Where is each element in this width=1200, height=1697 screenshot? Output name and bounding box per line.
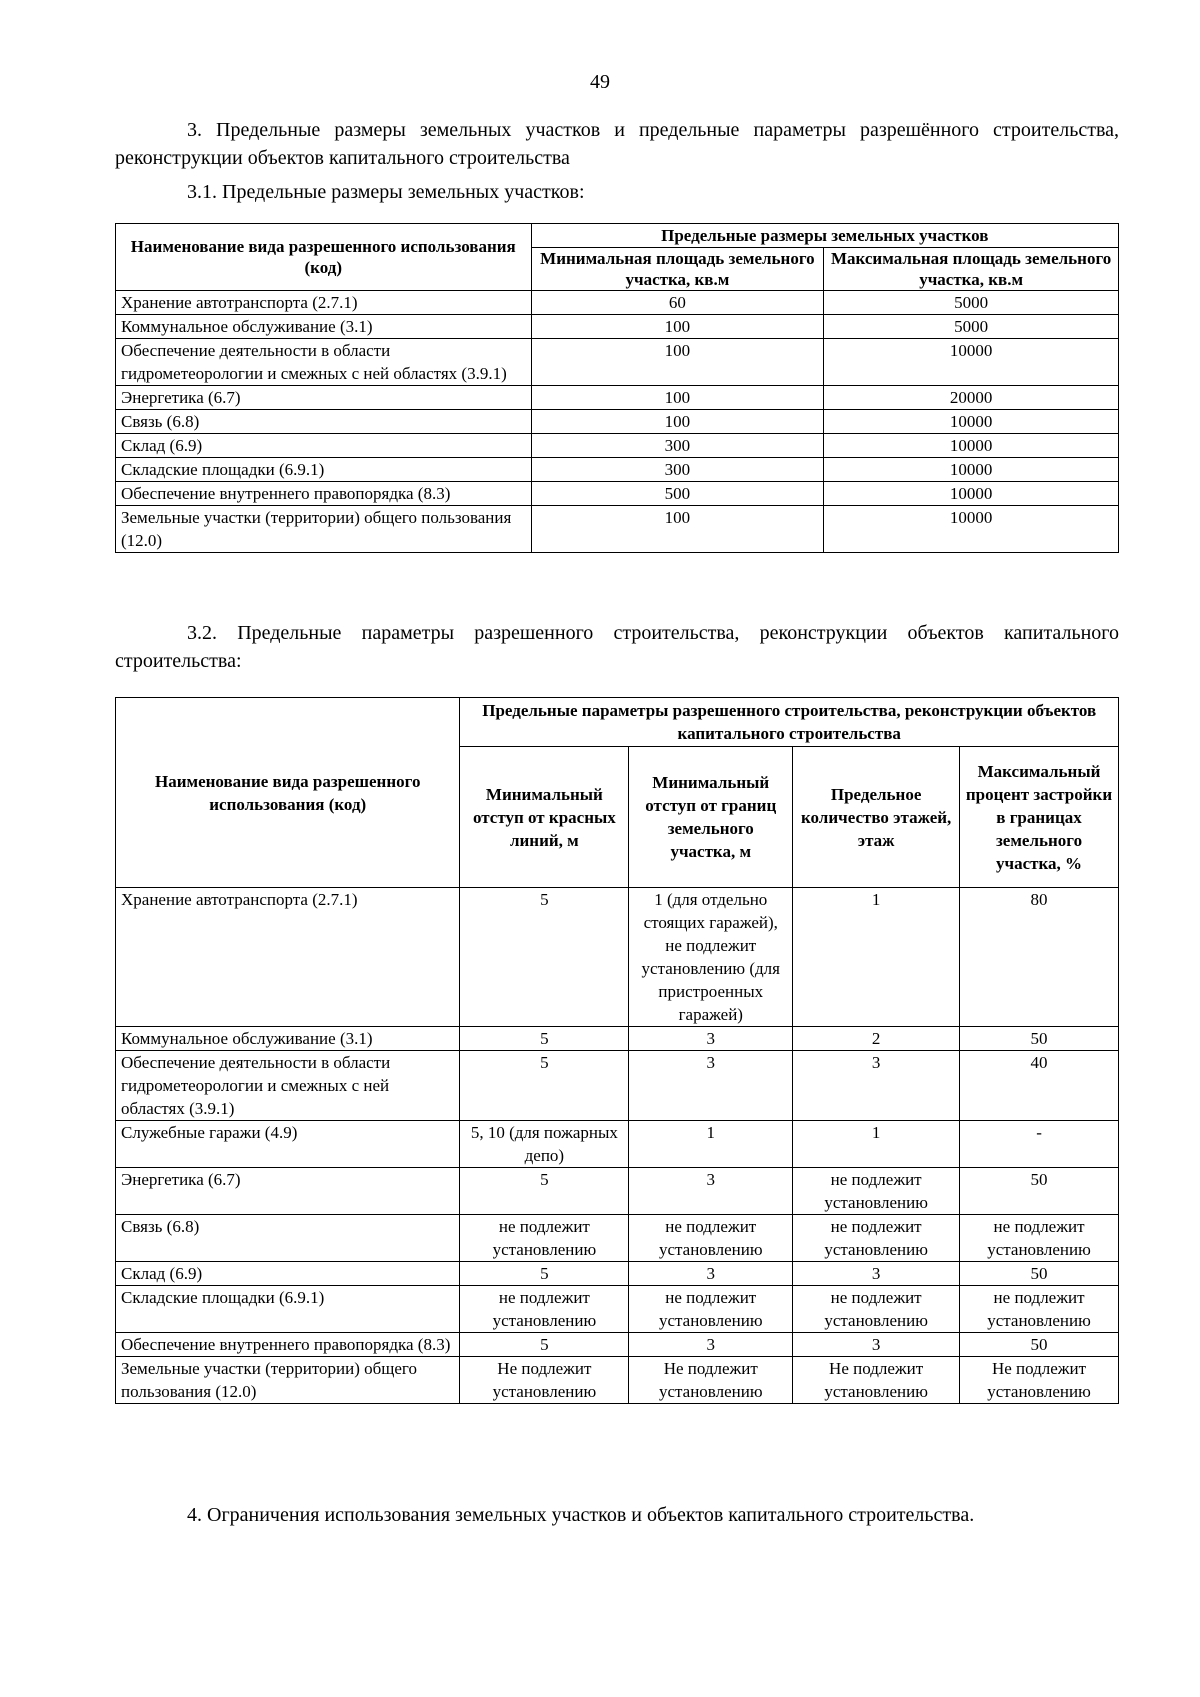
row-max-area-cell: 10000	[824, 339, 1119, 386]
table-row	[116, 1215, 1119, 1262]
row-build-percent-cell: -	[960, 1121, 1119, 1168]
row-min-area-cell: 100	[531, 386, 824, 410]
row-border-offset-cell: 1 (для отдельно стоящих гаражей), не подлежит установлению (для пристроенных гаражей)	[629, 888, 793, 1027]
table-row	[116, 506, 1119, 553]
table1-header-group: Предельные размеры земельных участков	[531, 224, 1118, 248]
row-name-cell: Земельные участки (территории) общего пользования (12.0)	[116, 1357, 460, 1404]
row-floors-cell: не подлежит установлению	[793, 1168, 960, 1215]
table-row	[116, 1286, 1119, 1333]
row-max-area-cell: 5000	[824, 291, 1119, 315]
table-row	[116, 339, 1119, 386]
table-row	[116, 1333, 1119, 1357]
row-name-cell: Хранение автотранспорта (2.7.1)	[116, 291, 532, 315]
row-build-percent-cell: не подлежит установлению	[960, 1286, 1119, 1333]
table-row	[116, 458, 1119, 482]
row-build-percent-cell: 40	[960, 1051, 1119, 1121]
table2-header-name: Наименование вида разрешенного использования (код)	[116, 698, 460, 888]
row-max-area-cell: 5000	[824, 315, 1119, 339]
row-max-area-cell: 10000	[824, 410, 1119, 434]
row-border-offset-cell: 3	[629, 1027, 793, 1051]
row-min-area-cell: 500	[531, 482, 824, 506]
row-max-area-cell: 10000	[824, 506, 1119, 553]
table-row	[116, 386, 1119, 410]
row-border-offset-cell: Не подлежит установлению	[629, 1357, 793, 1404]
table2-header-build-percent: Максимальный процент застройки в границах земельного участка, %	[960, 747, 1119, 888]
table1-header-max: Максимальная площадь земельного участка, кв.м	[824, 248, 1119, 291]
row-build-percent-cell: 50	[960, 1168, 1119, 1215]
table-row	[116, 1357, 1119, 1404]
row-name-cell: Коммунальное обслуживание (3.1)	[116, 1027, 460, 1051]
row-border-offset-cell: 3	[629, 1333, 793, 1357]
row-red-line-offset-cell: 5	[460, 1333, 629, 1357]
row-min-area-cell: 300	[531, 458, 824, 482]
row-floors-cell: 2	[793, 1027, 960, 1051]
table-row	[116, 888, 1119, 1027]
row-floors-cell: 1	[793, 1121, 960, 1168]
row-name-cell: Связь (6.8)	[116, 1215, 460, 1262]
row-min-area-cell: 100	[531, 315, 824, 339]
row-name-cell: Склад (6.9)	[116, 1262, 460, 1286]
table1-body	[116, 291, 1119, 553]
table-row	[116, 482, 1119, 506]
table-row	[116, 1168, 1119, 1215]
row-floors-cell: не подлежит установлению	[793, 1215, 960, 1262]
row-name-cell: Энергетика (6.7)	[116, 386, 532, 410]
table1-header-name: Наименование вида разрешенного использования (код)	[116, 224, 532, 291]
row-build-percent-cell: не подлежит установлению	[960, 1215, 1119, 1262]
table2-header-red-line-offset: Минимальный отступ от красных линий, м	[460, 747, 629, 888]
table-row	[116, 434, 1119, 458]
row-red-line-offset-cell: 5	[460, 888, 629, 1027]
row-floors-cell: 3	[793, 1333, 960, 1357]
row-border-offset-cell: 3	[629, 1262, 793, 1286]
row-build-percent-cell: 50	[960, 1333, 1119, 1357]
row-name-cell: Коммунальное обслуживание (3.1)	[116, 315, 532, 339]
row-red-line-offset-cell: не подлежит установлению	[460, 1286, 629, 1333]
row-red-line-offset-cell: не подлежит установлению	[460, 1215, 629, 1262]
row-name-cell: Обеспечение внутреннего правопорядка (8.3)	[116, 482, 532, 506]
table1-header-min: Минимальная площадь земельного участка, кв.м	[531, 248, 824, 291]
row-red-line-offset-cell: 5	[460, 1168, 629, 1215]
row-name-cell: Связь (6.8)	[116, 410, 532, 434]
table2-header-group: Предельные параметры разрешенного строительства, реконструкции объектов капитального строительства	[460, 698, 1119, 747]
row-red-line-offset-cell: 5	[460, 1262, 629, 1286]
row-red-line-offset-cell: 5	[460, 1051, 629, 1121]
row-floors-cell: Не подлежит установлению	[793, 1357, 960, 1404]
table-row	[116, 1262, 1119, 1286]
row-name-cell: Складские площадки (6.9.1)	[116, 458, 532, 482]
row-red-line-offset-cell: Не подлежит установлению	[460, 1357, 629, 1404]
table-row	[116, 410, 1119, 434]
heading-section-3: 3. Предельные размеры земельных участков и предельные параметры разрешённого строительства, реконструкции объектов капитального строительства	[115, 119, 1119, 169]
land-plot-size-table	[115, 223, 1119, 553]
row-max-area-cell: 10000	[824, 434, 1119, 458]
row-build-percent-cell: 50	[960, 1262, 1119, 1286]
row-name-cell: Обеспечение деятельности в области гидрометеорологии и смежных с ней областях (3.9.1)	[116, 1051, 460, 1121]
row-name-cell: Энергетика (6.7)	[116, 1168, 460, 1215]
row-border-offset-cell: не подлежит установлению	[629, 1215, 793, 1262]
row-floors-cell: не подлежит установлению	[793, 1286, 960, 1333]
row-name-cell: Хранение автотранспорта (2.7.1)	[116, 888, 460, 1027]
table-row	[116, 1121, 1119, 1168]
table2-header-floors: Предельное количество этажей, этаж	[793, 747, 960, 888]
table-row	[116, 1051, 1119, 1121]
row-min-area-cell: 100	[531, 506, 824, 553]
heading-section-3-1: 3.1. Предельные размеры земельных участков:	[187, 181, 585, 203]
row-max-area-cell: 20000	[824, 386, 1119, 410]
row-red-line-offset-cell: 5, 10 (для пожарных депо)	[460, 1121, 629, 1168]
row-min-area-cell: 60	[531, 291, 824, 315]
row-name-cell: Склад (6.9)	[116, 434, 532, 458]
row-max-area-cell: 10000	[824, 482, 1119, 506]
row-max-area-cell: 10000	[824, 458, 1119, 482]
table2-header-border-offset: Минимальный отступ от границ земельного участка, м	[629, 747, 793, 888]
row-floors-cell: 1	[793, 888, 960, 1027]
row-floors-cell: 3	[793, 1051, 960, 1121]
row-build-percent-cell: 50	[960, 1027, 1119, 1051]
row-name-cell: Земельные участки (территории) общего пользования (12.0)	[116, 506, 532, 553]
table-row	[116, 1027, 1119, 1051]
table-row	[116, 291, 1119, 315]
page-number: 49	[590, 71, 610, 93]
row-build-percent-cell: Не подлежит установлению	[960, 1357, 1119, 1404]
row-border-offset-cell: 1	[629, 1121, 793, 1168]
row-min-area-cell: 100	[531, 339, 824, 386]
row-name-cell: Служебные гаражи (4.9)	[116, 1121, 460, 1168]
table-row	[116, 315, 1119, 339]
row-border-offset-cell: 3	[629, 1051, 793, 1121]
row-floors-cell: 3	[793, 1262, 960, 1286]
heading-section-4: 4. Ограничения использования земельных участков и объектов капитального строительства.	[187, 1504, 975, 1526]
row-name-cell: Обеспечение деятельности в области гидрометеорологии и смежных с ней областях (3.9.1)	[116, 339, 532, 386]
row-min-area-cell: 300	[531, 434, 824, 458]
row-border-offset-cell: 3	[629, 1168, 793, 1215]
row-name-cell: Обеспечение внутреннего правопорядка (8.3)	[116, 1333, 460, 1357]
row-name-cell: Складские площадки (6.9.1)	[116, 1286, 460, 1333]
row-min-area-cell: 100	[531, 410, 824, 434]
row-build-percent-cell: 80	[960, 888, 1119, 1027]
construction-parameters-table	[115, 697, 1119, 1404]
row-red-line-offset-cell: 5	[460, 1027, 629, 1051]
heading-section-3-2: 3.2. Предельные параметры разрешенного строительства, реконструкции объектов капитального строительства:	[115, 622, 1119, 672]
table2-body	[116, 888, 1119, 1404]
row-border-offset-cell: не подлежит установлению	[629, 1286, 793, 1333]
